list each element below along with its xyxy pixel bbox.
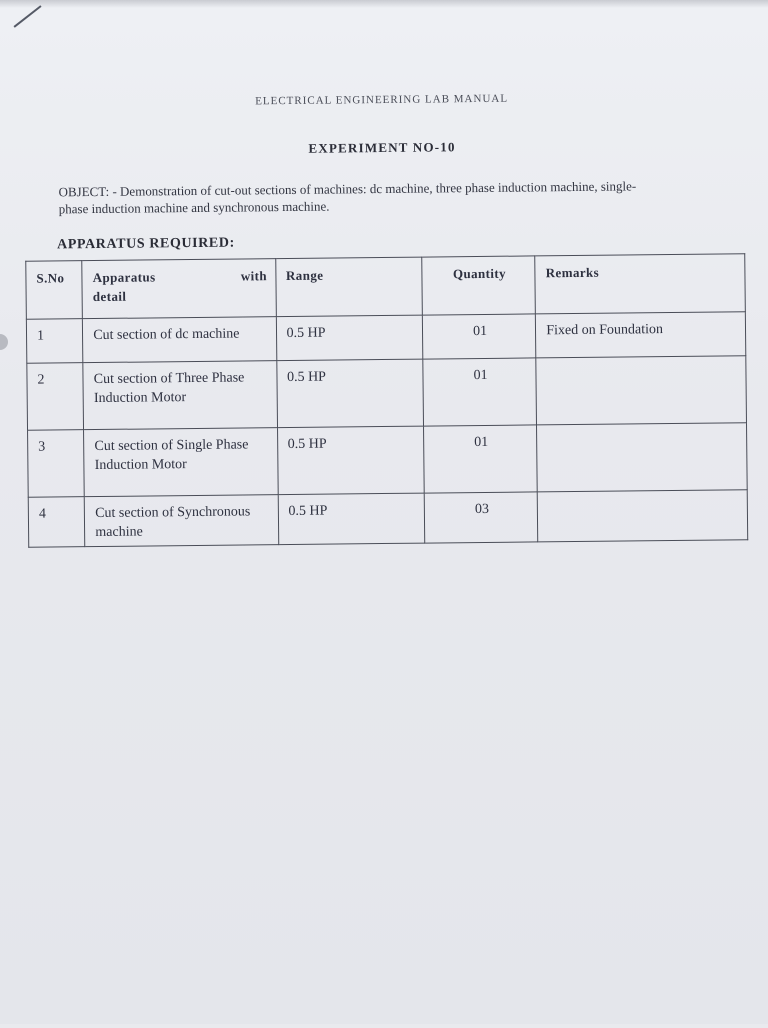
table-row: [27, 356, 747, 431]
table-row: [28, 423, 748, 498]
header-apparatus-word: Apparatus: [92, 269, 156, 286]
table-header-row: [26, 254, 746, 320]
object-paragraph: OBJECT: - Demonstration of cut-out sections of machines: dc machine, three phase induction machine, single-phase induction machine and synchronous machine.: [58, 178, 637, 217]
table-row: [28, 490, 747, 548]
experiment-title: EXPERIMENT NO-10: [308, 139, 456, 156]
header-remarks: Remarks: [535, 254, 745, 314]
cell-range: 0.5 HP: [277, 426, 424, 495]
cell-remarks: [536, 356, 746, 425]
cell-range: 0.5 HP: [276, 315, 423, 361]
cell-range: 0.5 HP: [278, 493, 425, 545]
header-apparatus-line: [93, 266, 267, 287]
header-sno: S.No: [26, 261, 83, 320]
cell-sno: 3: [28, 430, 85, 498]
cell-range: 0.5 HP: [276, 359, 423, 428]
header-apparatus-detail: detail: [92, 288, 127, 305]
apparatus-heading: APPARATUS REQUIRED:: [57, 235, 235, 253]
table-row: [26, 312, 745, 364]
header-apparatus: [82, 259, 276, 319]
cell-sno: 4: [28, 497, 85, 548]
cell-quantity: 01: [423, 358, 537, 426]
cell-sno: 2: [27, 363, 84, 431]
cell-remarks: Fixed on Foundation: [536, 312, 746, 358]
cell-quantity: 01: [422, 314, 536, 359]
cell-quantity: 01: [423, 425, 537, 493]
apparatus-table: [25, 253, 748, 548]
cell-apparatus: Cut section of Three Phase Induction Motor: [83, 361, 277, 430]
cell-apparatus: Cut section of Synchronous machine: [84, 495, 278, 547]
manual-header: ELECTRICAL ENGINEERING LAB MANUAL: [255, 92, 509, 108]
header-range: Range: [275, 257, 422, 317]
header-apparatus-with: with: [240, 268, 268, 284]
cell-apparatus: Cut section of Single Phase Induction Motor: [84, 428, 278, 497]
cell-quantity: 03: [424, 492, 538, 543]
cell-remarks: [538, 490, 748, 542]
cell-sno: 1: [26, 319, 83, 364]
header-quantity: Quantity: [422, 256, 536, 315]
cell-apparatus: Cut section of dc machine: [83, 317, 277, 363]
cell-remarks: [537, 423, 747, 492]
